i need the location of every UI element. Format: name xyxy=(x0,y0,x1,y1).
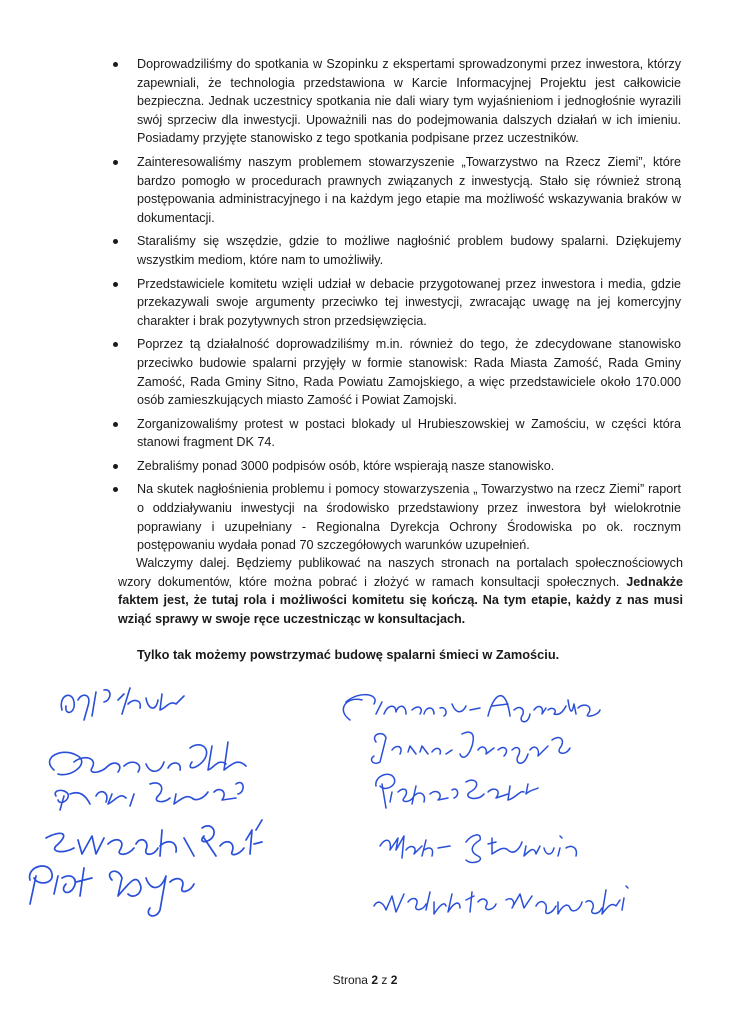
list-item-text: Doprowadziliśmy do spotkania w Szopinku z ekspertami sprowadzonymi przez inwestora, którzy zapewniali, że technologia przedstawiona w Karcie Informacyjnej Projektu jest całkowicie bezpieczna. Jednak uczestnicy spotkania nie dali wiary tym wyjaśnieniom i jednogłośnie wyrazili swój sprzeciw dla inwestycji. Upoważnili nas do podejmowania dalszych działań w ich imieniu. Posiadamy przyjęte stanowisko z tego spotkania podpisane przez uczestników. xyxy=(137,57,681,146)
signature-right-4 xyxy=(380,835,576,863)
signature-left-1 xyxy=(61,688,184,720)
list-item xyxy=(0,275,730,331)
list-item xyxy=(0,153,730,227)
bullet-icon xyxy=(113,342,118,347)
list-item xyxy=(0,335,730,409)
signature-right-5 xyxy=(374,886,628,914)
list-item-text: Na skutek nagłośnienia problemu i pomocy stowarzyszenia „ Towarzystwo na rzecz Ziemi” raport o oddziaływaniu inwestycji na środowisko przedstawiony przez inwestora był wielokrotnie poprawiany i uzupełniany - Regionalna Dyrekcja Ochrony Środowiska po ok. rocznym postępowaniu wydała ponad 70 szczegółowych warunków uzupełnień. xyxy=(137,482,681,553)
bullet-icon xyxy=(113,487,118,492)
bullet-icon xyxy=(113,464,118,469)
list-item xyxy=(0,232,730,269)
signature-left-3 xyxy=(55,783,243,810)
list-item xyxy=(0,457,730,476)
list-item-text: Staraliśmy się wszędzie, gdzie to możliwe nagłośnić problem budowy spalarni. Dziękujemy wszystkim mediom, które nam to umożliwiły. xyxy=(137,234,681,267)
signature-left-2 xyxy=(50,742,246,775)
bullet-icon xyxy=(113,62,118,67)
closing-emphasis: Jednakże faktem jest, że tutaj rola i możliwości komitetu się kończą. Na tym etapie, każdy z nas musi wziąć sprawy w swoje ręce uczestnicząc w konsultacjach. xyxy=(118,574,683,626)
signature-right-3 xyxy=(376,774,538,808)
list-item-text: Zebraliśmy ponad 3000 podpisów osób, które wspierają nasze stanowisko. xyxy=(137,458,555,473)
footer-total-pages: 2 xyxy=(390,973,398,987)
list-item xyxy=(0,55,730,148)
list-item xyxy=(0,480,730,554)
closing-text: Walczymy dalej. Będziemy publikować na naszych stronach na portalach społecznościowych wzory dokumentów, które można pobrać i złożyć w ramach konsultacji społecznych. xyxy=(118,556,683,589)
bullet-icon xyxy=(113,239,118,244)
page-footer xyxy=(0,973,730,987)
footer-current-page: 2 xyxy=(371,973,378,987)
signature-left-4 xyxy=(46,820,262,856)
list-item xyxy=(0,415,730,452)
footer-prefix: Strona xyxy=(332,973,368,987)
signature-right-2 xyxy=(372,732,570,763)
final-statement: Tylko tak możemy powstrzymać budowę spalarni śmieci w Zamościu. xyxy=(137,647,560,662)
signatures-block xyxy=(0,670,730,960)
list-item-text: Zorganizowaliśmy protest w postaci blokady ul Hrubieszowskiej w Zamościu, w części która stanowi fragment DK 74. xyxy=(137,416,681,450)
bullet-icon xyxy=(113,160,118,165)
signature-left-5 xyxy=(30,866,194,916)
bullet-icon xyxy=(113,282,118,287)
list-item-text: Poprzez tą działalność doprowadziliśmy m.in. również do tego, że zdecydowane stanowisko przeciwko budowie spalarni przyjęły w formie stanowisk: Rada Miasta Zamość, Rada Gminy Zamość, Rada Gminy Sitno, Rada Powiatu Zamojskiego, a więc przedstawiciele około 170.000 osób zamieszkujących miasto Zamość i Powiat Zamojski. xyxy=(137,337,681,408)
footer-separator: z xyxy=(381,973,388,987)
list-item-text: Zainteresowaliśmy naszym problemem stowarzyszenie „Towarzystwo na Rzecz Ziemi”, które bardzo pomogło w procedurach prawnych związanych z inwestycją. Stało się również stroną postępowania administracyjnego i na każdym jego etapie ma możliwość wskazywania braków w dokumentacji. xyxy=(137,154,681,225)
bullet-icon xyxy=(113,422,118,427)
achievement-list xyxy=(0,55,730,560)
list-item-text: Przedstawiciele komitetu wzięli udział w debacie przygotowanej przez inwestora i media, gdzie przekazywali swoje argumenty przeciwko tej inwestycji, zwracając uwagę na jej komercyjny charakter i brak pozytywnych stron przedsięwzięcia. xyxy=(137,276,681,328)
closing-paragraph xyxy=(118,554,683,628)
signature-right-1 xyxy=(343,695,600,722)
